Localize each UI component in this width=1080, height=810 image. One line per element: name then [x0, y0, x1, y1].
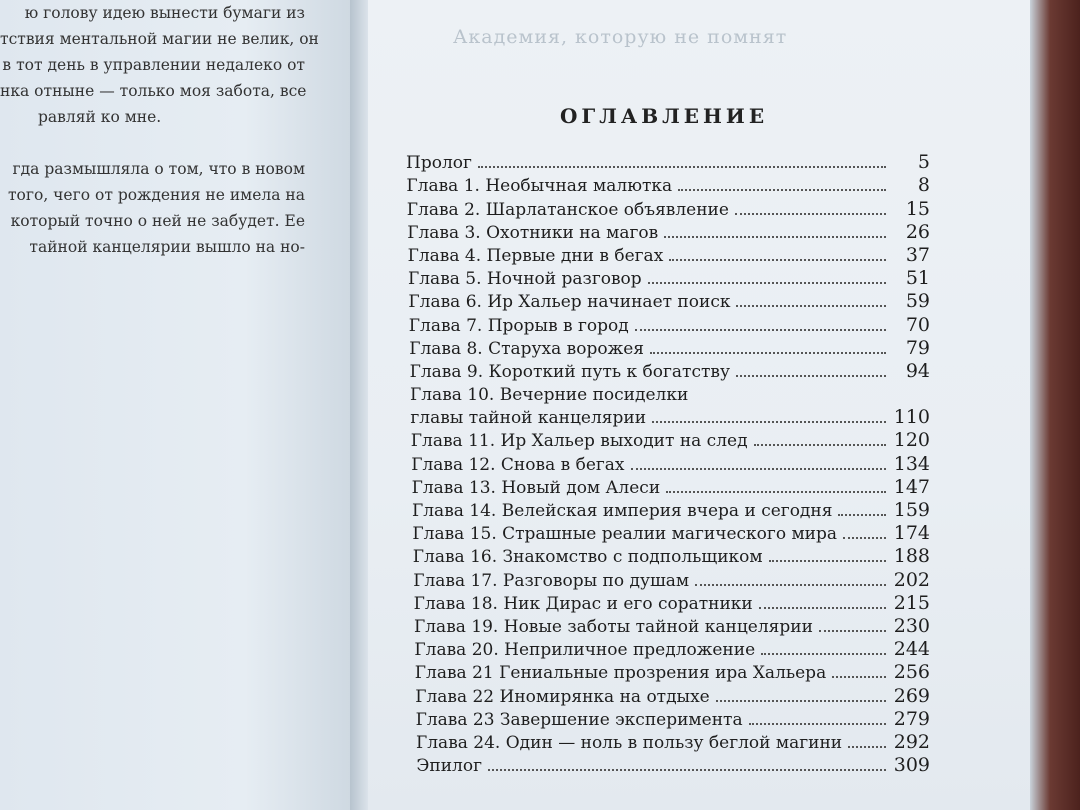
toc-entry-page: 120	[893, 429, 930, 452]
toc-entry-page: 188	[893, 545, 930, 568]
toc-entry-page: 79	[905, 336, 930, 359]
toc-entry	[413, 567, 930, 590]
left-page-text	[0, 0, 319, 260]
toc-leader-dots	[843, 537, 886, 539]
toc-leader-dots	[848, 746, 886, 748]
toc-leader-dots	[716, 700, 886, 702]
toc-leader-dots	[652, 421, 886, 423]
toc-entry-title: Глава 16. Знакомство с подпольщиком	[412, 547, 763, 568]
toc-entry	[407, 220, 930, 243]
book-gutter	[350, 0, 368, 810]
toc-entry-title: Глава 8. Старуха ворожея	[409, 338, 645, 359]
toc-leader-dots	[759, 607, 886, 609]
toc-entry-title: Глава 13. Новый дом Алеси	[411, 477, 661, 498]
toc-entry	[409, 336, 930, 359]
toc-entry	[410, 359, 930, 382]
toc-entry-page: 215	[893, 591, 930, 614]
toc-entry-page: 202	[893, 568, 930, 591]
toc-leader-dots	[754, 444, 886, 446]
left-book-page	[0, 0, 350, 810]
left-page-line: который точно о ней не забудет. Ее	[10, 212, 305, 230]
left-page-line: тайной канцелярии вышло на но-	[29, 238, 305, 256]
toc-entry	[406, 150, 930, 173]
left-page-line: гда размышляла о том, что в новом	[12, 160, 305, 178]
toc-leader-dots	[631, 468, 886, 470]
toc-entry	[410, 405, 930, 428]
toc-entry-title: Глава 9. Короткий путь к богатству	[409, 361, 730, 382]
left-page-line: ю голову идею вынести бумаги из	[24, 4, 305, 22]
toc-entry-title: Глава 17. Разговоры по душам	[413, 570, 690, 591]
toc-entry-title: Пролог	[406, 153, 472, 174]
left-page-line: равляй ко мне.	[38, 108, 162, 126]
toc-entry	[414, 637, 930, 660]
table-of-contents	[406, 150, 930, 776]
toc-entry-page: 279	[893, 707, 930, 730]
toc-entry-page: 5	[917, 151, 930, 174]
toc-entry-page: 309	[893, 754, 930, 777]
toc-leader-dots	[695, 584, 886, 586]
toc-entry-page: 59	[905, 290, 930, 313]
toc-entry	[409, 312, 930, 335]
toc-leader-dots	[736, 375, 886, 377]
toc-entry-page: 94	[905, 359, 930, 382]
toc-entry-page: 174	[893, 522, 930, 545]
toc-entry	[410, 382, 930, 405]
left-page-line: того, чего от рождения не имела на	[7, 186, 305, 204]
right-book-page	[368, 0, 1030, 810]
toc-entry-title: Глава 6. Ир Хальер начинает поиск	[408, 292, 731, 313]
toc-entry-page: 244	[893, 638, 930, 661]
toc-entry-page: 26	[905, 220, 930, 243]
left-page-line: тствия ментальной магии не велик, он	[0, 30, 319, 48]
left-page-line: нка отныне — только моя забота, все	[0, 82, 307, 100]
toc-entry-title: Глава 3. Охотники на магов	[407, 222, 659, 243]
toc-entry-title: Глава 4. Первые дни в бегах	[407, 245, 664, 266]
toc-leader-dots	[635, 329, 886, 331]
toc-entry-title: Глава 11. Ир Хальер выходит на след	[410, 431, 748, 452]
toc-entry	[414, 614, 930, 637]
toc-leader-dots	[819, 630, 886, 632]
toc-entry-title: Глава 1. Необычная малютка	[406, 176, 673, 197]
toc-entry-title: Глава 14. Велейская империя вчера и сегодня	[412, 501, 833, 521]
toc-entry	[407, 196, 930, 219]
toc-entry-title: Глава 21 Гениальные прозрения ира Хальера	[414, 663, 827, 684]
left-page-line	[0, 130, 305, 156]
toc-entry	[415, 660, 930, 683]
toc-entry-title: Глава 12. Снова в бегах	[411, 454, 625, 475]
toc-leader-dots	[736, 305, 886, 307]
toc-entry-page: 70	[905, 313, 930, 336]
toc-entry	[416, 730, 930, 753]
toc-entry-page: 15	[905, 197, 930, 220]
toc-entry	[408, 289, 930, 312]
toc-entry	[408, 266, 930, 289]
toc-entry	[411, 428, 930, 451]
toc-entry-page: 269	[893, 684, 930, 707]
toc-entry-title: Глава 5. Ночной разговор	[408, 269, 642, 290]
toc-entry-title: Глава 23 Завершение эксперимента	[415, 709, 743, 730]
toc-leader-dots	[832, 676, 886, 678]
toc-leader-dots	[669, 259, 886, 261]
toc-leader-dots	[488, 769, 886, 771]
toc-entry	[412, 475, 930, 498]
toc-entry-page: 51	[905, 267, 930, 290]
toc-entry	[415, 683, 930, 706]
toc-entry-page: 110	[893, 406, 930, 429]
toc-entry-page: 159	[893, 499, 930, 521]
toc-entry	[406, 173, 930, 196]
toc-entry-title: Эпилог	[416, 756, 482, 777]
toc-entry-page: 134	[893, 452, 930, 475]
toc-leader-dots	[678, 189, 886, 191]
toc-leader-dots	[761, 653, 886, 655]
book-cover-edge	[1030, 0, 1080, 810]
toc-entry-title: Глава 20. Неприличное предложение	[414, 640, 756, 661]
toc-entry	[416, 753, 930, 776]
toc-leader-dots	[749, 723, 886, 725]
toc-entry	[412, 498, 930, 521]
toc-entry	[411, 451, 930, 474]
toc-entry-title: Глава 24. Один — ноль в пользу беглой магини	[416, 732, 843, 753]
toc-entry	[408, 243, 930, 266]
toc-entry-page: 256	[893, 661, 930, 684]
toc-leader-dots	[769, 560, 886, 562]
toc-entry-title: Глава 2. Шарлатанское объявление	[406, 199, 729, 220]
toc-leader-dots	[735, 213, 886, 215]
toc-entry	[413, 544, 930, 567]
toc-entry-page: 37	[905, 243, 930, 266]
toc-title: ОГЛАВЛЕНИЕ	[560, 104, 769, 128]
toc-leader-dots	[648, 282, 886, 284]
toc-entry	[412, 521, 930, 544]
toc-entry-title: Глава 22 Иномирянка на отдыхе	[415, 686, 710, 707]
toc-entry-title: Глава 15. Страшные реалии магического мира	[412, 524, 838, 545]
toc-entry-page: 292	[893, 730, 930, 753]
toc-entry	[416, 707, 930, 730]
toc-leader-dots	[650, 352, 886, 354]
toc-leader-dots	[478, 166, 886, 168]
show-through-text: Академия, которую не помнят	[453, 26, 788, 48]
toc-entry-title: Глава 18. Ник Дирас и его соратники	[413, 593, 753, 614]
toc-entry-title: Глава 19. Новые заботы тайной канцелярии	[414, 616, 813, 637]
toc-entry-title: Глава 10. Вечерние посиделки	[410, 385, 689, 406]
toc-entry-title: главы тайной канцелярии	[410, 408, 647, 429]
toc-leader-dots	[664, 236, 886, 238]
toc-leader-dots	[666, 491, 886, 493]
left-page-line: в тот день в управлении недалеко от	[2, 56, 305, 74]
toc-entry-page: 230	[893, 614, 930, 637]
toc-entry-page: 147	[893, 475, 930, 498]
toc-entry	[414, 591, 930, 614]
toc-entry-title: Глава 7. Прорыв в город	[408, 315, 629, 336]
toc-leader-dots	[838, 514, 886, 516]
toc-entry-page: 8	[917, 174, 930, 197]
